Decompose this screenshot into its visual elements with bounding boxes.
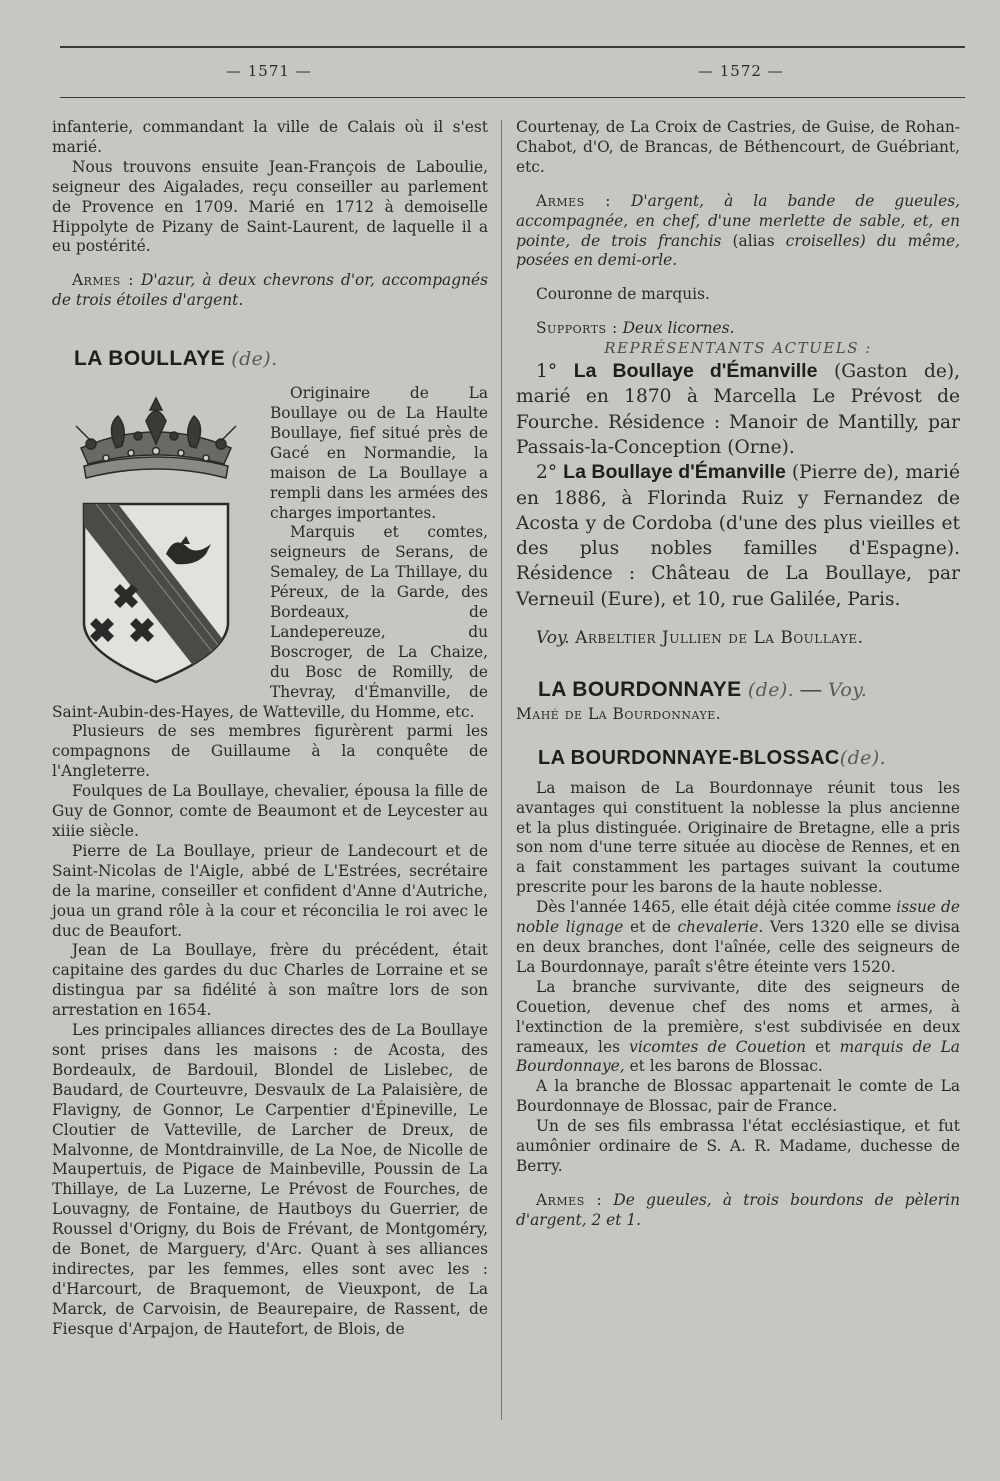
coat-of-arms-icon: [56, 386, 256, 686]
heading-name: LA BOURDONNAYE: [538, 678, 742, 702]
marquis-crown-icon: [76, 398, 236, 478]
armes-text: De gueules, à trois bourdons de pèlerin d'argent, 2 et 1.: [516, 1190, 960, 1229]
voy-label: Voy.: [536, 628, 570, 649]
right-column: [516, 118, 960, 1231]
armes-text-end: du même, posées en demi-orle.: [516, 231, 960, 270]
paragraph: La maison de La Bourdonnaye réunit tous les avantages qui constituent la noblesse la plus ancienne et la plus distinguée. Originaire de Bretagne, elle a pris son nom d'une terre située au diocèse de Rennes, et en a fait constamment les partages suivant la coutume prescrite pour les barons de la haute noblesse.: [516, 778, 960, 897]
armes-line: [516, 1191, 960, 1231]
left-column: [52, 118, 488, 1340]
heading-name: LA BOURDONNAYE-BLOSSAC: [538, 746, 840, 769]
representant-1: [516, 359, 960, 460]
column-divider: [501, 120, 502, 1420]
representant-name: La Boullaye d'Émanville: [563, 461, 786, 484]
paragraph: A la branche de Blossac appartenait le comte de La Bourdonnaye de Blossac, pair de France.: [516, 1077, 960, 1116]
voy-reference: [516, 626, 960, 650]
supports-label: Supports :: [536, 319, 618, 338]
paragraph: Foulques de La Boullaye, chevalier, épousa la fille de Guy de Gonnor, comte de Beaumont et de Leycester au xiiie siècle.: [52, 782, 488, 840]
supports-line: [516, 319, 960, 339]
armes-text: D'argent, à la bande de gueules, accompagnée, en chef, d'une merlette de sable, et, en pointe, de trois franchis: [516, 191, 960, 250]
voy-target: Arbeltier Jullien de La Boullaye.: [575, 628, 864, 649]
heading-particle: (de).: [231, 348, 278, 371]
header-rule: [60, 97, 965, 98]
representant-2: [516, 460, 960, 612]
item-number: 1°: [536, 361, 558, 383]
voy-target: Mahé de La Bourdonnaye.: [516, 704, 722, 723]
armes-label: Armes :: [72, 271, 134, 290]
paragraph: Nous trouvons ensuite Jean-François de Laboulie, seigneur des Aigalades, reçu conseiller au parlement de Provence en 1709. Marié en 1712 à demoiselle Hippolyte de Pizany de Saint-Laurent, de laquelle il a eu postérité.: [52, 157, 488, 256]
entry-heading-la-bourdonnaye-blossac: [538, 746, 960, 769]
item-number: 2°: [536, 462, 558, 484]
representant-name: La Boullaye d'Émanville: [573, 360, 818, 383]
heading-name: LA BOULLAYE: [74, 347, 226, 371]
supports-text: Deux licornes.: [622, 319, 735, 338]
entry-heading-la-bourdonnaye: LA BOURDONNAYE (de). — Voy.: [538, 678, 868, 702]
couronne-line: Couronne de marquis.: [536, 285, 710, 304]
armes-line: [516, 192, 960, 272]
paragraph: Plusieurs de ses membres figurèrent parmi les compagnons de Guillaume à la conquête de l'Angleterre.: [52, 722, 488, 781]
paragraph: Dès l'année 1465, elle était déjà citée comme issue de noble lignage et de chevalerie. Vers 1320 elle se divisa en deux branches, dont l'aînée, celle des seigneurs de La Bourdonnaye, paraît s'être éteinte vers 1520.: [516, 898, 960, 976]
representants-heading: REPRÉSENTANTS ACTUELS :: [604, 339, 872, 358]
paragraph: Un de ses fils embrassa l'état ecclésiastique, et fut aumônier ordinaire de S. A. R. Madame, duchesse de Berry.: [516, 1117, 960, 1175]
paragraph: La branche survivante, dite des seigneurs de Couetion, devenue chef des noms et armes, à l'extinction de la première, s'est subdivisée en deux rameaux, les vicomtes de Couetion et marquis de La Bourdonnaye, et les barons de Blossac.: [516, 977, 960, 1076]
paragraph: Les principales alliances directes des de La Boullaye sont prises dans les maisons : de Acosta, des Bordeaulx, de Bardouil, Blondel de Lislebec, de Baudard, de Courteuvre, Desvaulx de La Palaisière, de Flavigny, de Gonnor, Le Carpentier d'Épineville, Le Cloutier de Vatteville, de Larcher de Dreux, de Malvonne, de Montdrainville, de La Noe, de Nicolle de Maupertuis, de Pigace de Mainbeville, Poussin de La Thillaye, de La Luzerne, Le Prévost de Fourches, de Louvagny, de Fontaine, de Hautboys du Guerrier, de Roussel d'Origny, du Bois de Frévant, de Montgoméry, de Bonet, de Marguery, d'Arc. Quant à ses alliances indirectes, par les femmes, elles sont avec les : d'Harcourt, de Braquemont, de Vieuxpont, de La Marck, de Carvoisin, de Beaurepaire, de Rassent, de Fiesque d'Arpajon, de Hautefort, de Blois, de: [52, 1021, 488, 1338]
armes-line: [52, 271, 488, 311]
heading-particle: (de).: [839, 746, 887, 769]
representant-text: (Pierre de), marié en 1886, à Florinda Ruiz y Fernandez de Acosta y de Cordoba (d'une des plus vieilles et des plus nobles familles d'Espagne). Résidence : Château de La Boullaye, par Verneuil (Eure), et 10, rue Galilée, Paris.: [516, 462, 960, 610]
paragraph: Jean de La Boullaye, frère du précédent, était capitaine des gardes du duc Charles de Lorraine et se distingua par sa fidélité à son maître lors de son arrestation en 1654.: [52, 941, 488, 1020]
armes-label: Armes :: [536, 1190, 603, 1209]
page-number-left: — 1571 —: [226, 62, 312, 80]
continued-paragraph: Courtenay, de La Croix de Castries, de Guise, de Rohan-Chabot, d'O, de Brancas, de Béthencourt, de Guébriant, etc.: [516, 118, 960, 176]
armes-alias-term: croiselles): [785, 231, 866, 250]
paragraph: Pierre de La Boullaye, prieur de Landecourt et de Saint-Nicolas de l'Aigle, abbé de L'Estrées, secrétaire de la marine, conseiller et confident d'Anne d'Autriche, joua un grand rôle à la cour et réconcilia le roi avec le duc de Beaufort.: [52, 841, 488, 940]
heading-particle: (de).: [747, 679, 795, 702]
paragraph: Marquis et comtes, seigneurs de Serans, de Semaley, de La Thillaye, du Péreux, de la Garde, des Bordeaux, de Landepereuze, du Boscroger, de La Chaize, du Bosc de Romilly, de Thevray, d'Émanville, de Saint-Aubin-des-Hayes, de Watteville, du Homme, etc.: [52, 523, 488, 721]
top-rule: [60, 46, 965, 48]
armes-text: D'azur, à deux chevrons d'or, accompagnés de trois étoiles d'argent.: [52, 271, 488, 310]
armes-alias: (alias: [732, 231, 775, 250]
representant-text: (Gaston de), marié en 1870 à Marcella Le Prévost de Fourche. Résidence : Manoir de Mantilly, par Passais-la-Conception (Orne).: [516, 361, 961, 458]
paragraph: Originaire de La Boullaye ou de La Haulte Boullaye, fief situé près de Gacé en Normandie, la maison de La Boullaye a rempli dans les armées des charges importantes.: [270, 384, 488, 522]
page-number-right: — 1572 —: [698, 62, 784, 80]
voy-label: Voy.: [827, 679, 868, 702]
entry-heading-la-boullaye: [74, 349, 488, 370]
continued-paragraph: infanterie, commandant la ville de Calais où il s'est marié.: [52, 118, 488, 156]
armes-label: Armes :: [536, 191, 611, 210]
